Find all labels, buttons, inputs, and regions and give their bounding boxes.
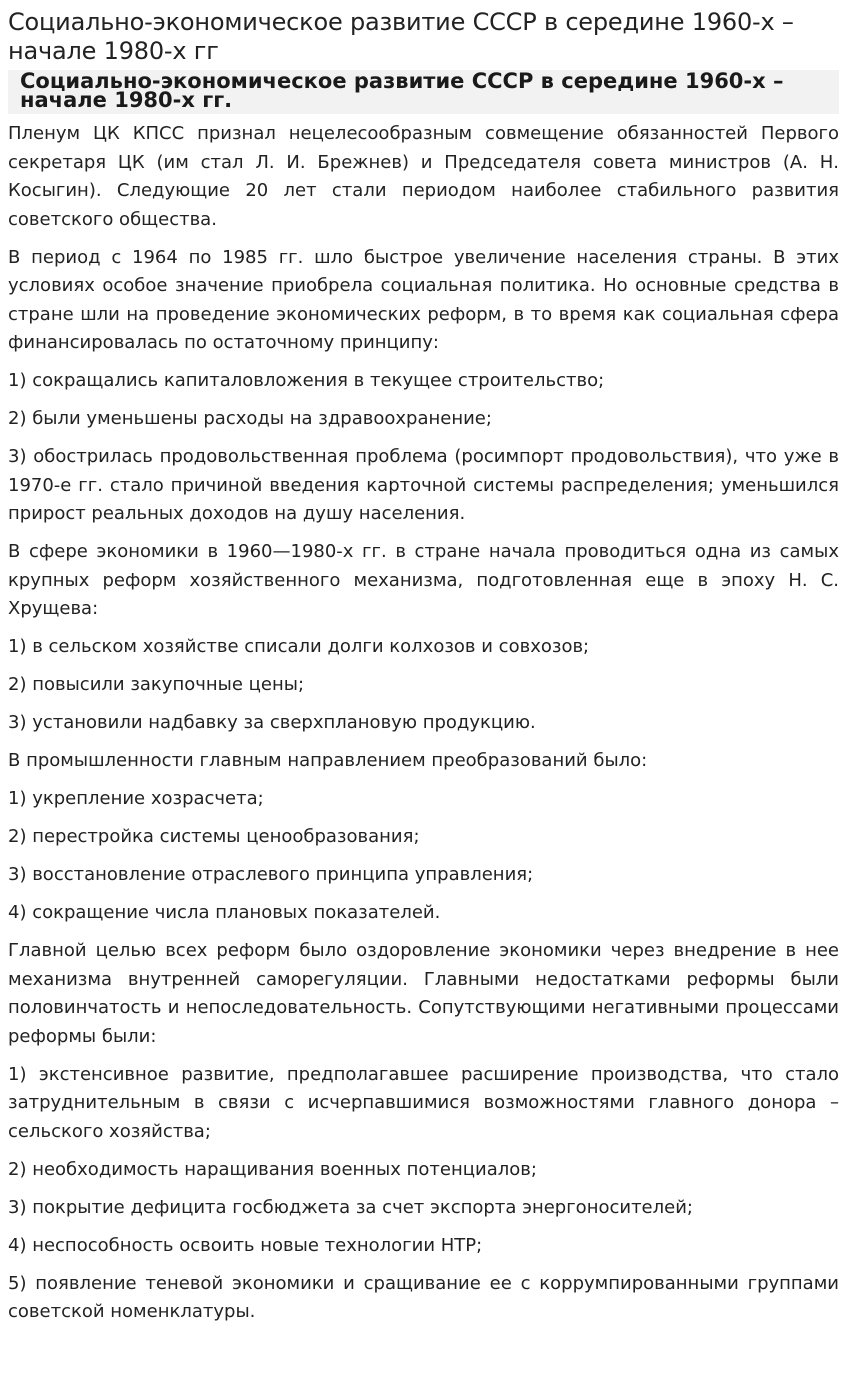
list-item: 2) перестройка системы ценообразования;	[8, 826, 420, 847]
list-item: 2) были уменьшены расходы на здравоохранение;	[8, 408, 492, 429]
paragraph-intro: Пленум ЦК КПСС признал нецелесообразным совмещение обязанностей Первого секретаря ЦК (им стал Л. И. Брежнев) и Председателя совета министров (А. Н. Косыгин). Следующие 20 лет стали периодом наиболее стабильного развития советского общества.	[8, 123, 839, 230]
list-item: 1) сокращались капиталовложения в текущее строительство;	[8, 370, 605, 391]
list-item: 3) восстановление отраслевого принципа управления;	[8, 864, 534, 885]
paragraph-population: В период с 1964 по 1985 гг. шло быстрое увеличение населения страны. В этих условиях особое значение приобрела социальная политика. Но основные средства в стране шли на проведение экономических реформ, в то время как социальная сфера финансировалась по остаточному принципу:	[8, 246, 839, 353]
list-item: 4) сокращение числа плановых показателей.	[8, 902, 441, 923]
list-item: 3) установили надбавку за сверхплановую продукцию.	[8, 712, 536, 733]
paragraph-industry: В промышленности главным направлением преобразований было:	[8, 750, 648, 771]
page-title: Социально-экономическое развитие СССР в середине 1960-х – начале 1980-х гг	[8, 8, 794, 65]
list-item: 1) в сельском хозяйстве списали долги колхозов и совхозов;	[8, 636, 590, 657]
list-item: 5) появление теневой экономики и сращивание ее с коррумпированными группами советской номенклатуры.	[8, 1272, 839, 1322]
list-item: 2) необходимость наращивания военных потенциалов;	[8, 1158, 537, 1180]
list-item: 1) экстенсивное развитие, предполагавшее расширение производства, что стало затруднительным в связи с исчерпавшимися возможностями главного донора – сельского хозяйства;	[8, 1063, 839, 1142]
list-item: 3) обострилась продовольственная проблема (росимпорт продовольствия), что уже в 1970-е гг. стало причиной введения карточной системы распределения; уменьшился прирост реальных доходов на душу населения.	[8, 446, 839, 524]
paragraph-economy: В сфере экономики в 1960—1980-х гг. в стране начала проводиться одна из самых крупных реформ хозяйственного механизма, подготовленная еще в эпоху Н. С. Хрущева:	[8, 541, 839, 619]
section-heading: Социально-экономическое развитие СССР в середине 1960-х – начале 1980-х гг.	[8, 70, 839, 114]
list-item: 1) укрепление хозрасчета;	[8, 788, 264, 809]
list-item: 3) покрытие дефицита госбюджета за счет экспорта энергоносителей;	[8, 1196, 693, 1218]
list-item: 2) повысили закупочные цены;	[8, 674, 305, 695]
paragraph-reform-goals: Главной целью всех реформ было оздоровление экономики через внедрение в нее механизма внутренней саморегуляции. Главными недостатками реформы были половинчатость и непоследовательность. Сопутствующими негативными процессами реформы были:	[8, 940, 839, 1047]
list-item: 4) неспособность освоить новые технологии НТР;	[8, 1234, 483, 1256]
